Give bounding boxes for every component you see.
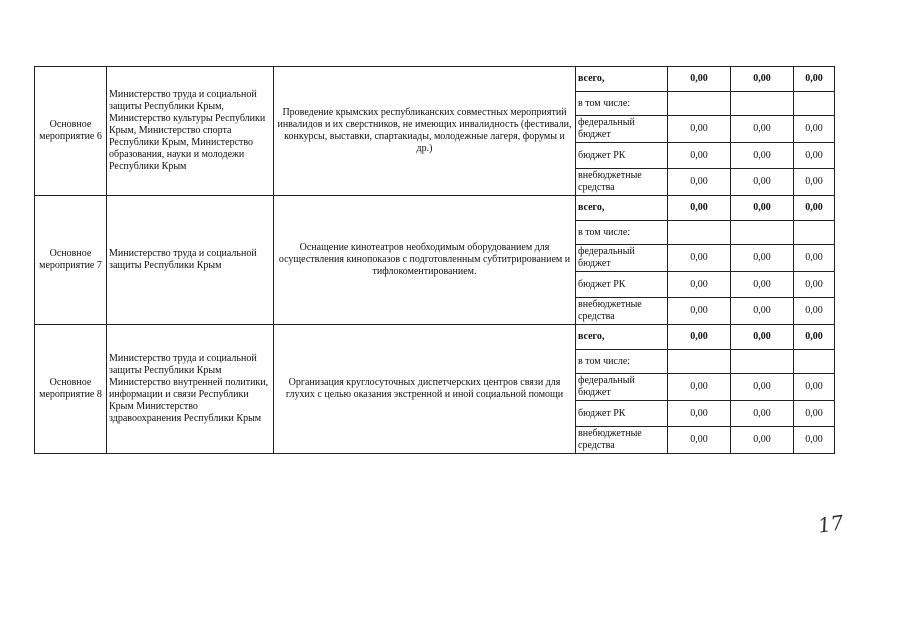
funding-source: всего, bbox=[576, 325, 668, 350]
funding-value bbox=[794, 350, 835, 374]
table-row bbox=[35, 196, 835, 221]
funding-value bbox=[794, 92, 835, 116]
funding-value bbox=[731, 92, 794, 116]
funding-value: 0,00 bbox=[794, 116, 835, 143]
funding-value: 0,00 bbox=[731, 298, 794, 325]
funding-source: федеральный бюджет bbox=[576, 374, 668, 401]
funding-value: 0,00 bbox=[731, 401, 794, 427]
funding-value: 0,00 bbox=[668, 143, 731, 169]
event-description: Оснащение кинотеатров необходимым оборудованием для осуществления кинопоказов с подготовленным субтитрированием и тифлокоментированием. bbox=[274, 196, 576, 325]
funding-source: внебюджетные средства bbox=[576, 298, 668, 325]
funding-source: всего, bbox=[576, 196, 668, 221]
funding-value: 0,00 bbox=[794, 427, 835, 454]
funding-value: 0,00 bbox=[668, 325, 731, 350]
event-description: Проведение крымских республиканских совместных мероприятий инвалидов и их сверстников, не имеющих инвалидность (фестивали, конкурсы, выставки, спартакиады, молодежные лагеря, форумы и др.) bbox=[274, 67, 576, 196]
funding-value: 0,00 bbox=[794, 196, 835, 221]
funding-source: в том числе: bbox=[576, 92, 668, 116]
funding-value: 0,00 bbox=[794, 169, 835, 196]
page-number: 17 bbox=[816, 510, 845, 538]
funding-value: 0,00 bbox=[731, 245, 794, 272]
table-row bbox=[35, 325, 835, 350]
funding-value: 0,00 bbox=[731, 427, 794, 454]
funding-value: 0,00 bbox=[794, 67, 835, 92]
funding-value bbox=[731, 350, 794, 374]
funding-source: всего, bbox=[576, 67, 668, 92]
funding-table bbox=[34, 66, 835, 454]
funding-source: внебюджетные средства bbox=[576, 169, 668, 196]
funding-value: 0,00 bbox=[668, 298, 731, 325]
funding-value: 0,00 bbox=[794, 401, 835, 427]
funding-value: 0,00 bbox=[794, 245, 835, 272]
funding-source: бюджет РК bbox=[576, 401, 668, 427]
funding-value bbox=[668, 92, 731, 116]
funding-value: 0,00 bbox=[731, 67, 794, 92]
funding-value: 0,00 bbox=[668, 401, 731, 427]
table-row bbox=[35, 67, 835, 92]
funding-value: 0,00 bbox=[794, 143, 835, 169]
funding-source: бюджет РК bbox=[576, 272, 668, 298]
funding-source: внебюджетные средства bbox=[576, 427, 668, 454]
funding-value: 0,00 bbox=[668, 272, 731, 298]
funding-value: 0,00 bbox=[668, 427, 731, 454]
funding-value: 0,00 bbox=[668, 374, 731, 401]
funding-value bbox=[668, 350, 731, 374]
event-description: Организация круглосуточных диспетчерских центров связи для глухих с целью оказания экстренной и иной социальной помощи bbox=[274, 325, 576, 454]
activity-label: Основное мероприятие 8 bbox=[35, 325, 107, 454]
funding-value: 0,00 bbox=[731, 116, 794, 143]
funding-value: 0,00 bbox=[668, 196, 731, 221]
funding-value: 0,00 bbox=[731, 196, 794, 221]
funding-value: 0,00 bbox=[731, 325, 794, 350]
funding-value bbox=[794, 221, 835, 245]
funding-value: 0,00 bbox=[668, 245, 731, 272]
funding-value bbox=[668, 221, 731, 245]
executors-cell: Министерство труда и социальной защиты Республики Крым, Министерство культуры Республики Крым, Министерство спорта Республики Крым, Министерство образования, науки и молодежи Республики Крым bbox=[107, 67, 274, 196]
funding-value: 0,00 bbox=[668, 67, 731, 92]
executors-cell: Министерство труда и социальной защиты Республики Крым bbox=[107, 196, 274, 325]
funding-source: в том числе: bbox=[576, 221, 668, 245]
funding-value: 0,00 bbox=[668, 169, 731, 196]
funding-value: 0,00 bbox=[731, 169, 794, 196]
activity-label: Основное мероприятие 6 bbox=[35, 67, 107, 196]
executors-cell: Министерство труда и социальной защиты Республики Крым Министерство внутренней политики, информации и связи Республики Крым Министерство здравоохранения Республики Крым bbox=[107, 325, 274, 454]
funding-value: 0,00 bbox=[794, 272, 835, 298]
funding-value: 0,00 bbox=[731, 374, 794, 401]
activity-label: Основное мероприятие 7 bbox=[35, 196, 107, 325]
funding-value bbox=[731, 221, 794, 245]
funding-value: 0,00 bbox=[794, 374, 835, 401]
funding-source: бюджет РК bbox=[576, 143, 668, 169]
funding-source: в том числе: bbox=[576, 350, 668, 374]
funding-value: 0,00 bbox=[731, 143, 794, 169]
funding-value: 0,00 bbox=[731, 272, 794, 298]
funding-value: 0,00 bbox=[794, 298, 835, 325]
funding-source: федеральный бюджет bbox=[576, 245, 668, 272]
funding-value: 0,00 bbox=[794, 325, 835, 350]
funding-source: федеральный бюджет bbox=[576, 116, 668, 143]
funding-value: 0,00 bbox=[668, 116, 731, 143]
